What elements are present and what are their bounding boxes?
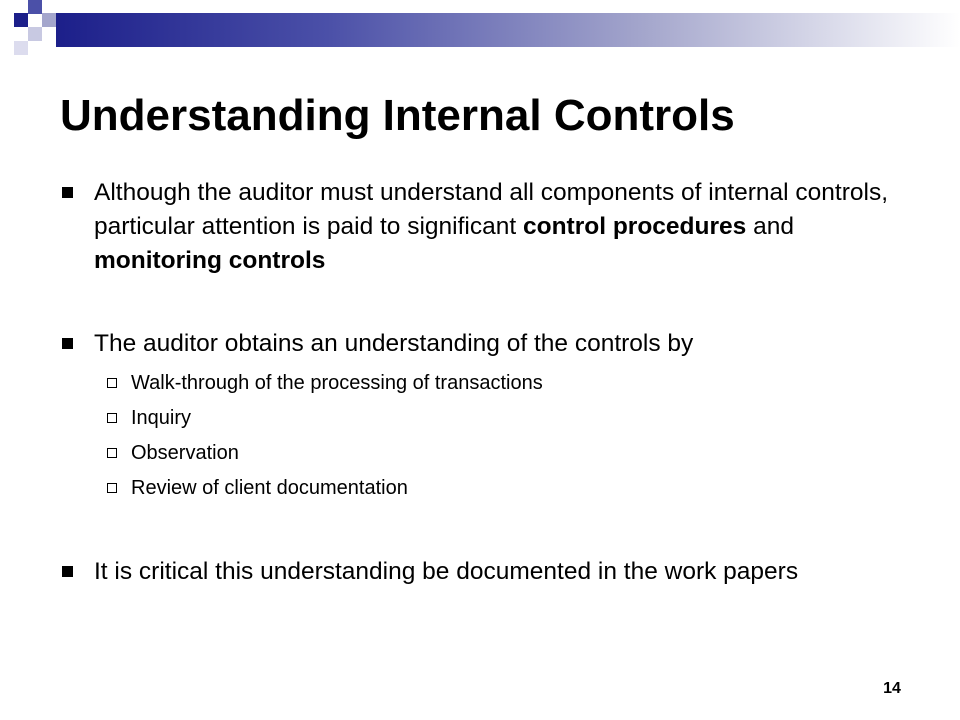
bullet-text: The auditor obtains an understanding of the controls by (94, 330, 694, 357)
bullet-square-marker (62, 187, 73, 198)
sub-bullet-item (107, 475, 867, 503)
slide-title: Understanding Internal Controls (60, 91, 735, 140)
bullet-emphasis-control-procedures: control procedures (523, 213, 747, 240)
bullet-item (62, 555, 892, 625)
sub-bullet-text: Review of client documentation (131, 477, 408, 499)
header-square-pale (14, 41, 28, 55)
bullet-text (94, 176, 894, 278)
sub-bullet-item (107, 370, 867, 398)
bullet-text-segment: and (746, 213, 794, 240)
bullet-emphasis-monitoring-controls: monitoring controls (94, 247, 326, 274)
bullet-square-marker (62, 338, 73, 349)
sub-bullet-text: Observation (131, 442, 239, 464)
sub-bullet-text: Inquiry (131, 407, 192, 429)
page-number: 14 (883, 680, 901, 697)
header-square-lighter (28, 27, 42, 41)
header-square-dark (14, 13, 28, 27)
bullet-square-marker (62, 566, 73, 577)
sub-bullet-text: Walk-through of the processing of transactions (131, 372, 543, 394)
header-gradient-bar (56, 13, 960, 47)
sub-bullet-item (107, 440, 867, 468)
header-square-mid (28, 0, 42, 14)
sub-bullet-item (107, 405, 867, 433)
header-square-light (42, 13, 56, 27)
bullet-item (62, 327, 892, 363)
hollow-square-marker (107, 378, 117, 388)
bullet-text: It is critical this understanding be documented in the work papers (94, 558, 799, 585)
hollow-square-marker (107, 483, 117, 493)
hollow-square-marker (107, 413, 117, 423)
hollow-square-marker (107, 448, 117, 458)
bullet-text-segment: Although the auditor must understand all components of internal controls, particular attention is paid to significant (94, 179, 889, 240)
bullet-item (62, 176, 892, 280)
